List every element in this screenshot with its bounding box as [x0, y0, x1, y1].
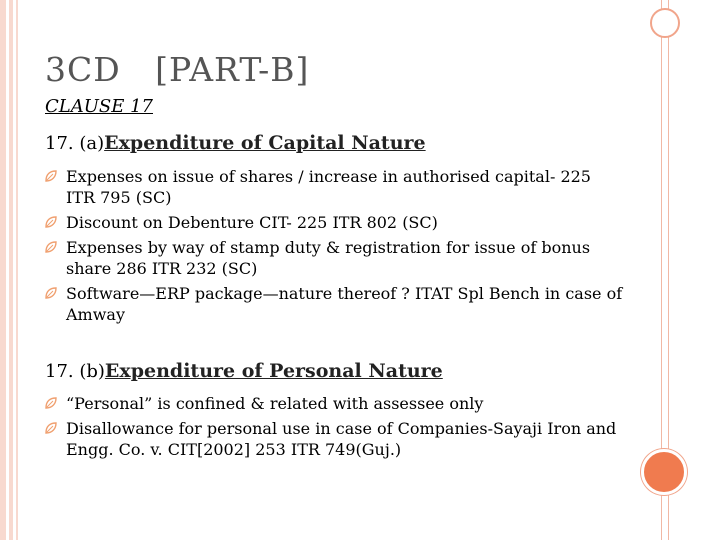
leaf-bullet-icon	[45, 216, 57, 228]
list-item-text: Disallowance for personal use in case of Companies-Sayaji Iron and Engg. Co. v. CIT[2002] 253 ITR 749(Guj.)	[66, 419, 617, 459]
list-item-text: Discount on Debenture CIT- 225 ITR 802 (SC)	[66, 213, 438, 232]
section-b-list	[45, 393, 625, 464]
list-item	[45, 212, 625, 233]
list-item	[45, 237, 625, 279]
list-item	[45, 393, 625, 414]
section-a-list	[45, 166, 625, 329]
leaf-bullet-icon	[45, 241, 57, 253]
list-item	[45, 283, 625, 325]
leaf-bullet-icon	[45, 422, 57, 434]
list-item-text: “Personal” is confined & related with assessee only	[66, 394, 484, 413]
decor-circle-bottom	[641, 449, 687, 495]
slide-title: 3CD [PART-B]	[45, 50, 310, 89]
list-item-text: Expenses on issue of shares / increase in authorised capital- 225 ITR 795 (SC)	[66, 167, 591, 207]
section-b-heading	[45, 360, 443, 382]
section-b-number: 17. (b)	[45, 361, 105, 382]
list-item-text: Expenses by way of stamp duty & registration for issue of bonus share 286 ITR 232 (SC)	[66, 238, 591, 278]
list-item-text: Software—ERP package—nature thereof ? ITAT Spl Bench in case of Amway	[66, 284, 623, 324]
section-a-title: Expenditure of Capital Nature	[104, 132, 426, 154]
decor-bar	[16, 0, 18, 540]
section-b-title: Expenditure of Personal Nature	[104, 360, 443, 382]
list-item	[45, 418, 625, 460]
decor-circle-top	[650, 8, 680, 38]
leaf-bullet-icon	[45, 397, 57, 409]
section-a-number: 17. (a)	[45, 133, 105, 154]
leaf-bullet-icon	[45, 287, 57, 299]
decor-bar	[9, 0, 13, 540]
list-item	[45, 166, 625, 208]
decor-bar	[0, 0, 6, 540]
clause-label: CLAUSE 17	[45, 96, 153, 117]
section-a-heading	[45, 132, 426, 154]
leaf-bullet-icon	[45, 170, 57, 182]
